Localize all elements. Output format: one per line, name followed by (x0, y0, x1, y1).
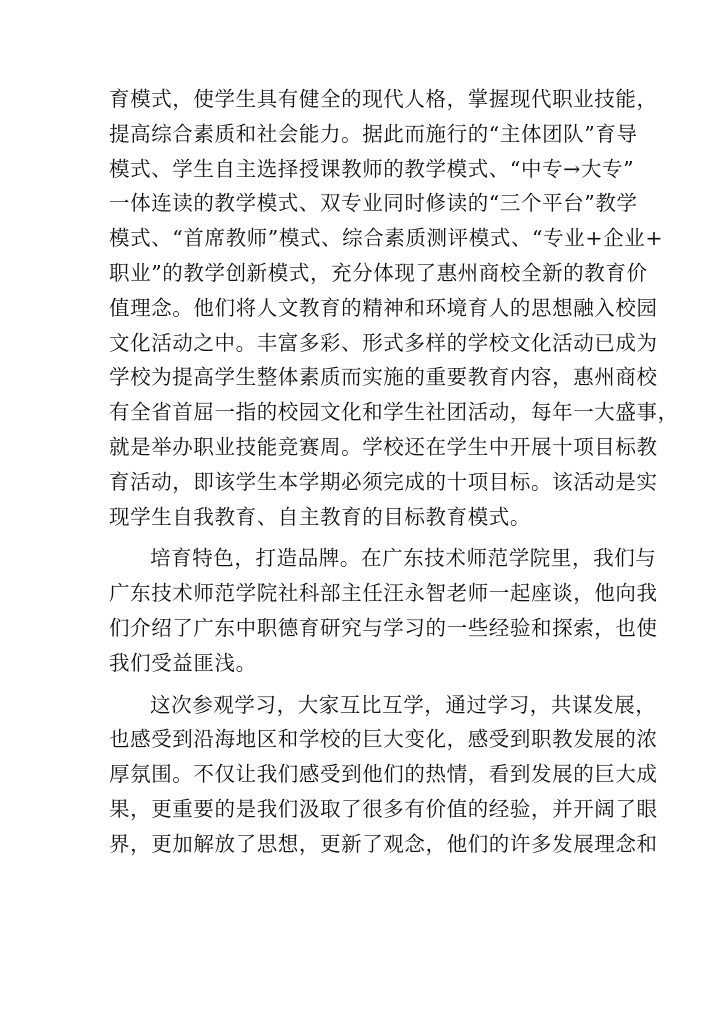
text-line: 我们受益匪浅。 (109, 650, 257, 675)
text-line: 也感受到沿海地区和学校的巨大变化，感受到职教发展的浓 (109, 727, 658, 752)
text-line: 文化活动之中。丰富多彩、形式多样的学校文化活动已成为 (109, 330, 658, 355)
paragraph-2 (109, 541, 658, 680)
text-line: 现学生自我教育、自主教育的目标教育模式。 (109, 504, 531, 529)
text-line: 就是举办职业技能竞赛周。学校还在学生中开展十项目标教 (109, 434, 658, 459)
text-line: 们介绍了广东中职德育研究与学习的一些经验和探索，也使 (109, 615, 658, 640)
paragraph-1 (109, 82, 679, 534)
document-body (109, 82, 679, 862)
text-line: 模式、“首席教师”模式、综合素质测评模式、“专业+企业+ (109, 226, 664, 251)
text-line: 职业”的教学创新模式，充分体现了惠州商校全新的教育价 (109, 260, 648, 285)
text-line: 育模式，使学生具有健全的现代人格，掌握现代职业技能， (109, 87, 658, 111)
text-line: 育活动，即该学生本学期必须完成的十项目标。该活动是实 (109, 469, 658, 494)
text-line: 有全省首屈一指的校园文化和学生社团活动，每年一大盛事， (109, 400, 679, 425)
text-line: 厚氛围。不仅让我们感受到他们的热情，看到发展的巨大成 (109, 762, 658, 787)
text-line: 这次参观学习，大家互比互学，通过学习，共谋发展， (150, 692, 657, 717)
text-line: 提高综合素质和社会能力。据此而施行的“主体团队”育导 (109, 121, 638, 146)
text-line: 值理念。他们将人文教育的精神和环境育人的思想融入校园 (109, 295, 658, 320)
text-line: 学校为提高学生整体素质而实施的重要教育内容，惠州商校 (109, 365, 658, 390)
text-line: 广东技术师范学院社科部主任汪永智老师一起座谈，他向我 (109, 581, 658, 606)
paragraph-3 (109, 688, 658, 862)
text-line: 模式、学生自主选择授课教师的教学模式、“中专→大专” (109, 156, 635, 181)
text-line: 界，更加解放了思想，更新了观念，他们的许多发展理念和 (109, 831, 658, 856)
text-line: 果，更重要的是我们汲取了很多有价值的经验，并开阔了眼 (109, 796, 658, 821)
text-line: 一体连读的教学模式、双专业同时修读的“三个平台”教学 (109, 191, 638, 216)
text-line: 培育特色，打造品牌。在广东技术师范学院里，我们与 (150, 546, 657, 571)
